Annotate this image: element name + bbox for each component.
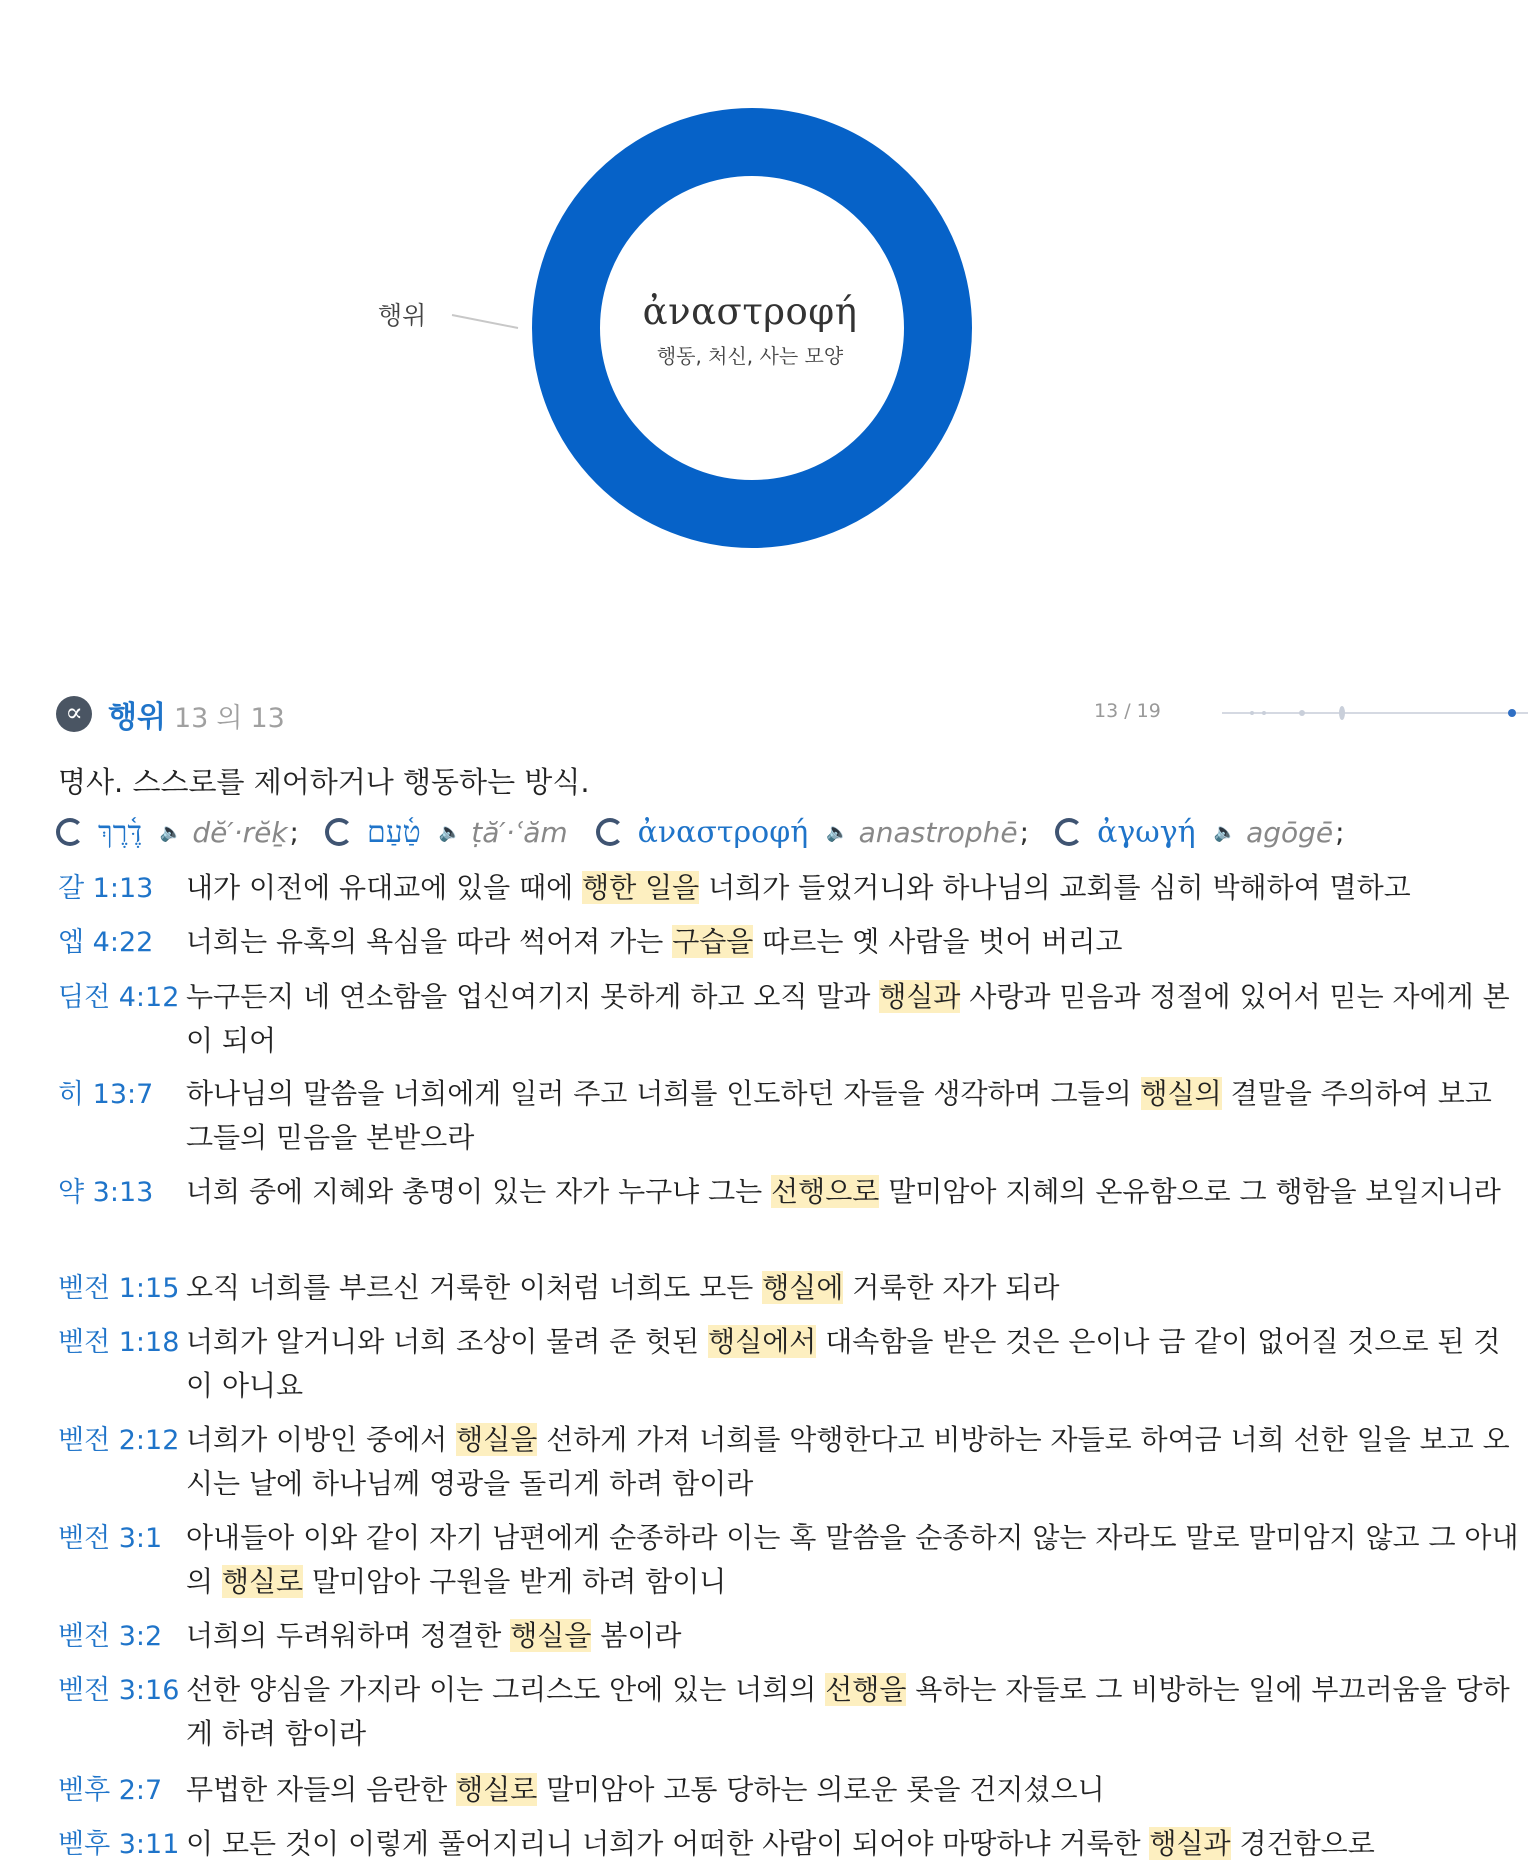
verse-text-after: 대속함을 받은 것은 은이나 금 같이 없어질 것으로 된 것이 아니요 — [186, 1325, 1501, 1402]
transliteration: agōgē — [1246, 815, 1334, 849]
verse-text — [186, 1614, 1522, 1658]
transliteration: anastrophē — [858, 815, 1018, 849]
loop-icon[interactable] — [1055, 818, 1083, 846]
original-word-link[interactable]: ἀγωγή — [1097, 814, 1196, 850]
speaker-icon[interactable]: 🔈 — [438, 821, 462, 843]
original-word-link[interactable]: דֶּ֫רֶךְ — [98, 814, 142, 850]
separator: ; — [289, 815, 299, 849]
highlighted-term: 행실의 — [1140, 1077, 1222, 1110]
highlighted-term: 선행을 — [825, 1673, 907, 1706]
separator: ; — [1335, 815, 1345, 849]
occurrence-minimap[interactable] — [1162, 692, 1528, 740]
verse-text — [186, 1668, 1522, 1756]
count-current: 13 — [174, 703, 209, 734]
verse-text-after: 거룩한 자가 되라 — [843, 1271, 1060, 1304]
verse-text-after: 선하게 가져 너희를 악행한다고 비방하는 자들로 하여금 너희 선한 일을 보고 오시는 날에 하나님께 영광을 돌리게 하려 함이라 — [186, 1423, 1510, 1500]
speaker-icon[interactable]: 🔈 — [826, 821, 849, 843]
verse-text-after: 결말을 주의하여 보고 그들의 믿음을 본받으라 — [186, 1077, 1492, 1154]
verse-reference-link[interactable]: 엡 4:22 — [58, 927, 154, 958]
verse-text — [186, 1516, 1522, 1604]
donut-center-subtitle: 행동, 처신, 사는 모양 — [656, 344, 844, 368]
highlighted-term: 선행으로 — [771, 1175, 880, 1208]
minimap-tick — [1508, 709, 1516, 717]
separator: ; — [1019, 815, 1030, 849]
donut-chart — [0, 0, 1528, 620]
highlighted-term: 행실을 — [456, 1423, 538, 1456]
verse-text — [186, 975, 1522, 1063]
highlighted-term: 구습을 — [672, 925, 754, 958]
verse-text-before: 오직 너희를 부르신 거룩한 이처럼 너희도 모든 — [186, 1271, 763, 1304]
verse-text-before: 너희는 유혹의 욕심을 따라 썩어져 가는 — [186, 925, 673, 958]
verse-text — [186, 920, 1522, 964]
verse-text — [186, 866, 1522, 910]
verse-text-after: 말미암아 고통 당하는 의로운 롯을 건지셨으니 — [537, 1773, 1105, 1806]
original-word-link[interactable]: ἀναστροφή — [637, 814, 809, 850]
verse-reference-link[interactable]: 벧후 2:7 — [58, 1775, 163, 1806]
verse-text-after: 말미암아 구원을 받게 하려 함이니 — [303, 1565, 727, 1598]
verse-reference-link[interactable]: 갈 1:13 — [58, 873, 154, 904]
verse-text-before: 하나님의 말씀을 너희에게 일러 주고 너희를 인도하던 자들을 생각하며 그들의 — [186, 1077, 1141, 1110]
verse-text-before: 누구든지 네 연소함을 업신여기지 못하게 하고 오직 말과 — [186, 980, 880, 1013]
verse-text-before: 너희 중에 지혜와 총명이 있는 자가 누구냐 그는 — [186, 1175, 772, 1208]
transliteration: ṭă′·ʿăm — [471, 815, 568, 849]
definition-text: 명사. 스스로를 제어하거나 행동하는 방식. — [58, 765, 590, 799]
loop-icon[interactable] — [56, 818, 84, 846]
slice-leader-line — [452, 315, 518, 328]
verse-text — [186, 1266, 1522, 1310]
original-word-link[interactable]: טַ֫עַם — [366, 814, 421, 850]
header-word: 행위 — [108, 700, 166, 735]
verse-text-after: 봄이라 — [591, 1619, 682, 1652]
speaker-icon[interactable]: 🔈 — [1213, 821, 1237, 843]
verse-reference-link[interactable]: 벧전 2:12 — [58, 1425, 180, 1456]
loop-icon[interactable] — [596, 818, 624, 846]
verse-reference-link[interactable]: 딤전 4:12 — [58, 982, 180, 1013]
verse-text-after: 사랑과 믿음과 정절에 있어서 믿는 자에게 본이 되어 — [186, 980, 1510, 1057]
transliteration: dĕ′·rĕḵ — [192, 815, 288, 849]
verse-text — [186, 1170, 1522, 1214]
minimap-tick — [1262, 711, 1266, 715]
minimap-tick — [1339, 706, 1345, 720]
highlighted-term: 행실과 — [1149, 1827, 1231, 1860]
verse-reference-link[interactable]: 벧전 3:1 — [58, 1523, 163, 1554]
header-count — [174, 696, 293, 735]
count-of: 의 — [216, 703, 243, 734]
verse-text-before: 너희가 알거니와 너희 조상이 물려 준 헛된 — [186, 1325, 709, 1358]
highlighted-term: 행실로 — [221, 1565, 304, 1598]
highlighted-term: 행한 일을 — [582, 871, 700, 904]
highlighted-term: 행실에 — [762, 1271, 844, 1304]
verse-text-before: 내가 이전에 유대교에 있을 때에 — [186, 871, 583, 904]
highlighted-term: 행실로 — [456, 1773, 538, 1806]
verse-reference-link[interactable]: 벧전 3:16 — [58, 1675, 180, 1706]
verse-text-after: 너희가 들었거니와 하나님의 교회를 심히 박해하여 멸하고 — [699, 871, 1411, 904]
verse-text-before: 아내들아 이와 같이 자기 남편에게 순종하라 이는 혹 말씀을 순종하지 않는 자라도 말로 말미암지 않고 그 아내의 — [186, 1521, 1519, 1598]
speaker-icon[interactable]: 🔈 — [159, 821, 183, 843]
verse-text-before: 이 모든 것이 이렇게 풀어지리니 너희가 어떠한 사람이 되어야 마땅하냐 거룩한 — [186, 1827, 1150, 1860]
verse-text — [186, 1418, 1522, 1506]
verse-reference-link[interactable]: 벧전 1:18 — [58, 1327, 180, 1358]
verse-text — [186, 1072, 1522, 1160]
verse-text-before: 무법한 자들의 음란한 — [186, 1773, 457, 1806]
verse-text-after: 경건함으로 — [1230, 1827, 1375, 1860]
verse-reference-link[interactable]: 벧전 3:2 — [58, 1621, 163, 1652]
verse-text-after: 말미암아 지혜의 온유함으로 그 행함을 보일지니라 — [879, 1175, 1501, 1208]
slice-label: 행위 — [378, 301, 427, 330]
verse-text-after: 욕하는 자들로 그 비방하는 일에 부끄러움을 당하게 하려 함이라 — [186, 1673, 1510, 1750]
verse-text-after: 따르는 옛 사람을 벗어 버리고 — [753, 925, 1123, 958]
position-indicator: 13 / 19 — [1094, 700, 1161, 722]
highlighted-term: 행실을 — [510, 1619, 592, 1652]
verse-reference-link[interactable]: 약 3:13 — [58, 1177, 154, 1208]
word-header — [56, 692, 1516, 746]
verse-text-before: 너희의 두려워하며 정결한 — [186, 1619, 511, 1652]
verse-text — [186, 1822, 1522, 1866]
alpha-icon[interactable]: ∝ — [56, 696, 92, 732]
minimap-tick — [1250, 711, 1254, 715]
verse-text-before: 너희가 이방인 중에서 — [186, 1423, 457, 1456]
count-total: 13 — [250, 703, 285, 734]
minimap-tick — [1299, 710, 1305, 716]
verse-text — [186, 1768, 1522, 1812]
loop-icon[interactable] — [325, 818, 353, 846]
highlighted-term: 행실에서 — [708, 1325, 817, 1358]
verse-text — [186, 1320, 1522, 1408]
verse-reference-link[interactable]: 벧후 3:11 — [58, 1829, 180, 1860]
verse-reference-link[interactable]: 벧전 1:15 — [58, 1273, 180, 1304]
original-words-row — [56, 812, 1516, 852]
verse-reference-link[interactable]: 히 13:7 — [58, 1079, 154, 1110]
highlighted-term: 행실과 — [879, 980, 961, 1013]
verse-text-before: 선한 양심을 가지라 이는 그리스도 안에 있는 너희의 — [186, 1673, 826, 1706]
donut-center-title: ἀναστροφή — [642, 290, 858, 333]
